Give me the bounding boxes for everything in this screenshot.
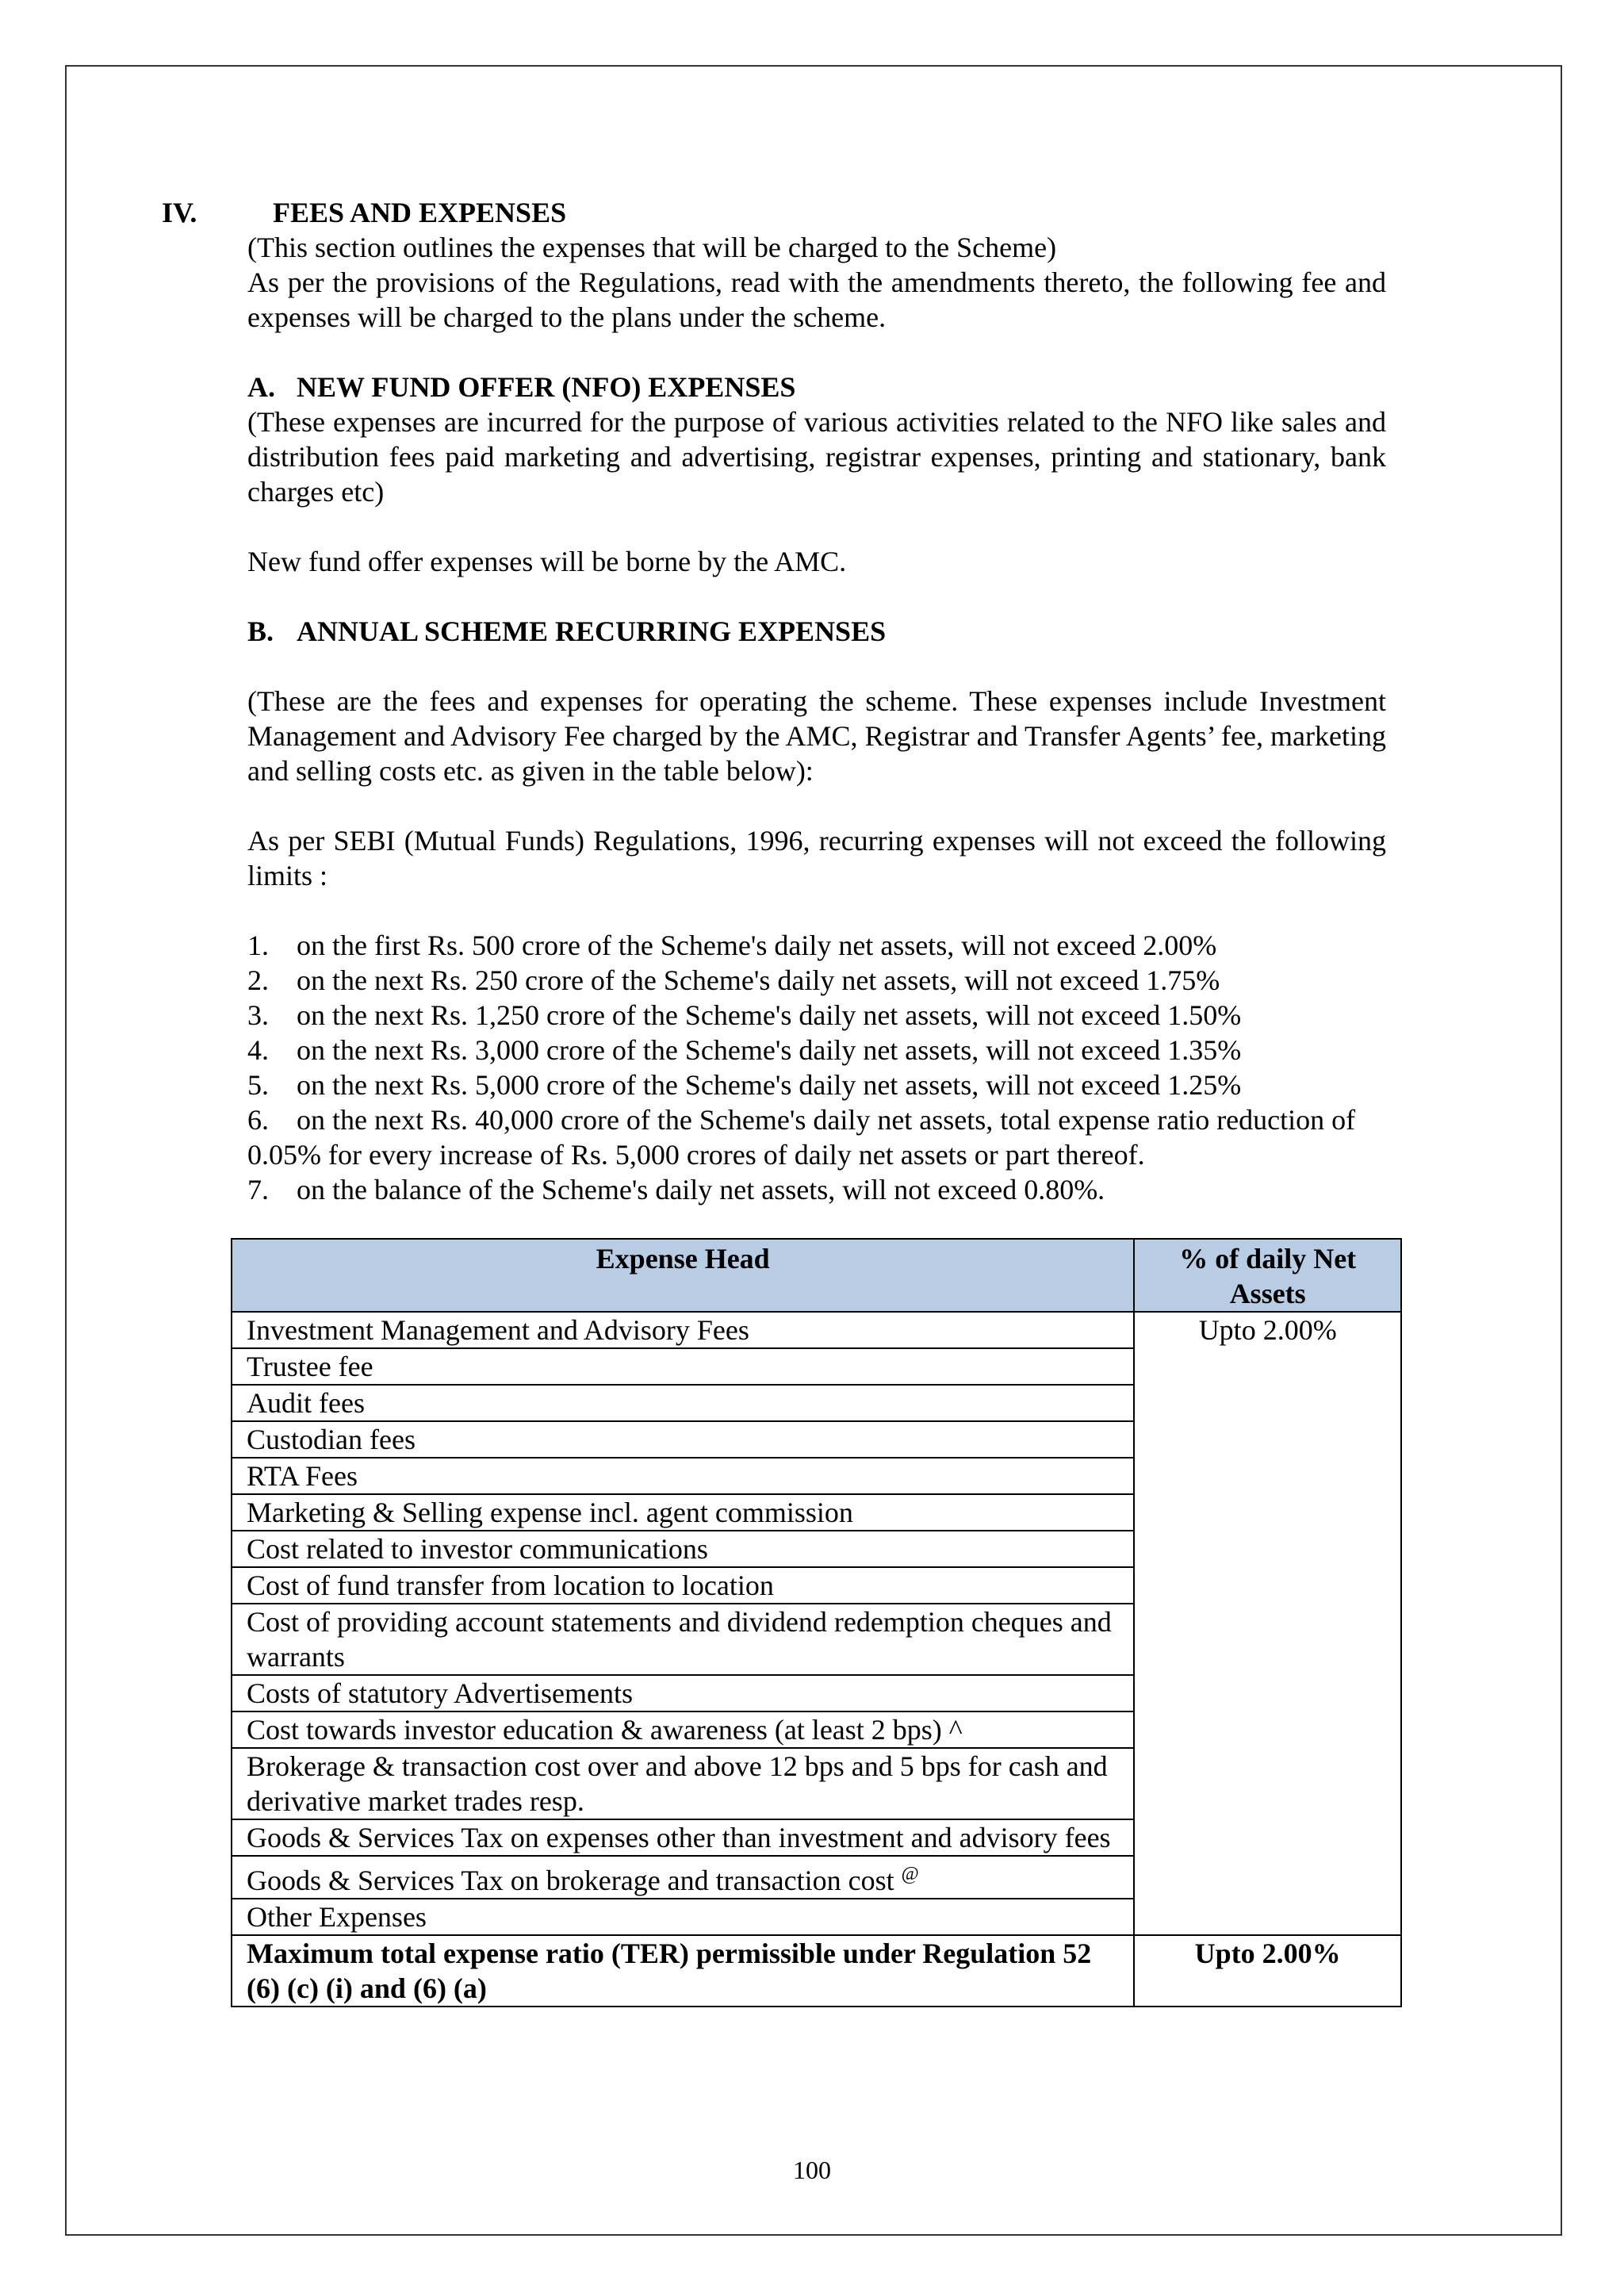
table-row: Marketing & Selling expense incl. agent commission [232,1494,1401,1531]
section-number: IV. [162,197,197,228]
header-pct-net-assets: % of daily Net Assets [1134,1239,1401,1312]
gst-footnote-mark: @ [901,1864,919,1884]
limits-list [247,928,1386,1207]
recurring-heading [247,614,1386,649]
table-row: Cost related to investor communications [232,1531,1401,1567]
table-row: Costs of statutory Advertisements [232,1675,1401,1711]
section-heading [162,195,1386,230]
table-row: Other Expenses [232,1899,1401,1935]
list-item: 3. on the next Rs. 1,250 crore of the Scheme's daily net assets, will not exceed 1.50% [247,999,1242,1031]
nfo-borne-statement: New fund offer expenses will be borne by the AMC. [247,546,847,577]
table-row: Brokerage & transaction cost over and above 12 bps and 5 bps for cash and derivative market trades resp. [232,1748,1401,1819]
table-row: Audit fees [232,1385,1401,1421]
list-item: 1. on the first Rs. 500 crore of the Scheme's daily net assets, will not exceed 2.00% [247,930,1217,961]
table-row: Custodian fees [232,1421,1401,1458]
section-intro: (This section outlines the expenses that will be charged to the Scheme) [247,232,1057,263]
total-ter-label: Maximum total expense ratio (TER) permissible under Regulation 52 (6) (c) (i) and (6) (a) [232,1935,1134,2007]
table-row: Investment Management and Advisory Fees Upto 2.00% [232,1312,1401,1348]
sebi-limits-intro: As per SEBI (Mutual Funds) Regulations, 1996, recurring expenses will not exceed the following limits : [247,825,1386,891]
nfo-letter: A. [247,371,275,403]
table-header-row [232,1239,1401,1312]
list-item: 6. on the next Rs. 40,000 crore of the Scheme's daily net assets, total expense ratio reduction of 0.05% for every increase of Rs. 5,000 crores of daily net assets or part thereof. [247,1104,1356,1171]
table-row: RTA Fees [232,1458,1401,1494]
table-row: Cost of providing account statements and dividend redemption cheques and warrants [232,1604,1401,1675]
recurring-description: (These are the fees and expenses for operating the scheme. These expenses include Investment Management and Advisory Fee charged by the AMC, Registrar and Transfer Agents’ fee, marketing and selling costs etc. as given in the table below): [247,685,1386,787]
section-title: FEES AND EXPENSES [273,197,567,228]
nfo-title: NEW FUND OFFER (NFO) EXPENSES [297,371,796,403]
pct-value: Upto 2.00% [1134,1312,1401,1935]
table-total-row [232,1935,1401,2007]
total-ter-value: Upto 2.00% [1134,1935,1401,2007]
list-item: 5. on the next Rs. 5,000 crore of the Scheme's daily net assets, will not exceed 1.25% [247,1069,1242,1101]
list-item: 2. on the next Rs. 250 crore of the Scheme's daily net assets, will not exceed 1.75% [247,964,1220,996]
table-row: Goods & Services Tax on expenses other than investment and advisory fees [232,1819,1401,1856]
expense-table [231,1238,1402,2007]
table-row: Trustee fee [232,1348,1401,1385]
nfo-description: (These expenses are incurred for the purpose of various activities related to the NFO like sales and distribution fees paid marketing and advertising, registrar expenses, printing and stationary, bank charges etc) [247,406,1386,508]
list-item: 7. on the balance of the Scheme's daily net assets, will not exceed 0.80%. [247,1174,1105,1205]
list-item: 4. on the next Rs. 3,000 crore of the Scheme's daily net assets, will not exceed 1.35% [247,1034,1242,1066]
nfo-heading [247,370,1386,404]
recurring-letter: B. [247,615,274,647]
table-row: Cost of fund transfer from location to location [232,1567,1401,1604]
header-expense-head: Expense Head [232,1239,1134,1312]
page-number: 100 [793,2156,831,2184]
document-body [162,195,1386,1207]
recurring-title: ANNUAL SCHEME RECURRING EXPENSES [297,615,887,647]
table-row: Goods & Services Tax on brokerage and transaction cost @ [232,1856,1401,1899]
table-row: Cost towards investor education & awareness (at least 2 bps) ^ [232,1711,1401,1748]
section-paragraph: As per the provisions of the Regulations, read with the amendments thereto, the following fee and expenses will be charged to the plans under the scheme. [247,266,1386,333]
